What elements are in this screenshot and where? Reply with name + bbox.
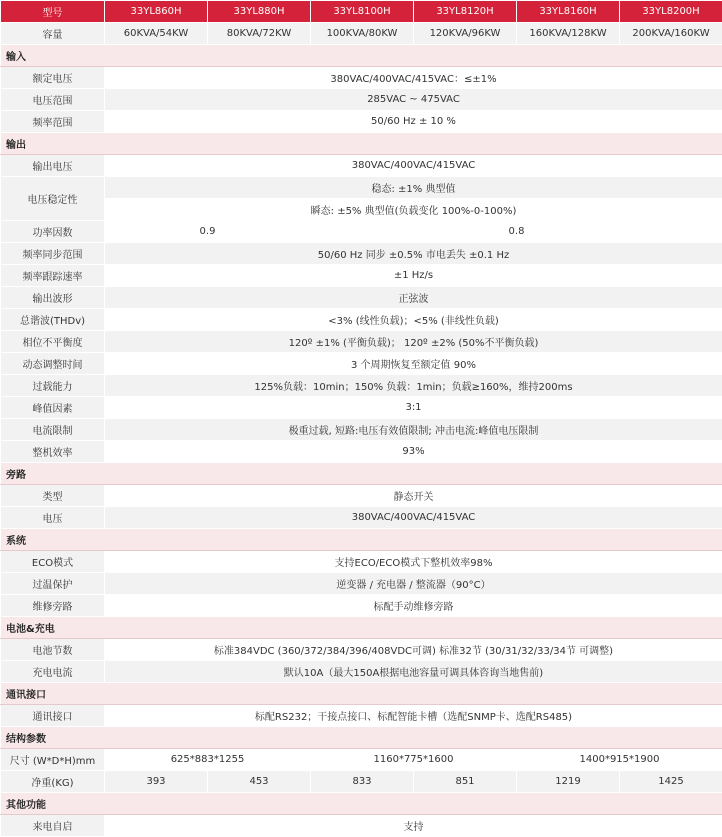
row-label: 输出波形: [1, 287, 105, 309]
model-name: 33YL8200H: [620, 1, 722, 23]
table-row: [1, 595, 722, 617]
section-title: 输入: [1, 45, 722, 67]
row-label: 电压稳定性: [1, 177, 105, 221]
row-value: 0.9: [105, 221, 311, 243]
row-value: 380VAC/400VAC/415VAC：≤±1%: [105, 67, 722, 89]
model-name: 33YL8160H: [517, 1, 620, 23]
model-name: 33YL860H: [105, 1, 208, 23]
section-title: 通讯接口: [1, 683, 722, 705]
table-row: [1, 705, 722, 727]
section-title: 结构参数: [1, 727, 722, 749]
table-row: [1, 749, 722, 771]
row-value: 833: [311, 771, 414, 793]
section-title: 其他功能: [1, 793, 722, 815]
row-value: 静态开关: [105, 485, 722, 507]
row-label: 维修旁路: [1, 595, 105, 617]
row-label: 过载能力: [1, 375, 105, 397]
row-label: 频率跟踪速率: [1, 265, 105, 287]
row-value: 正弦波: [105, 287, 722, 309]
row-value: 1219: [517, 771, 620, 793]
table-row: [1, 441, 722, 463]
row-value: 50/60 Hz ± 10 %: [105, 111, 722, 133]
row-label: 峰值因素: [1, 397, 105, 419]
row-value: 380VAC/400VAC/415VAC: [105, 507, 722, 529]
row-label: 尺寸 (W*D*H)mm: [1, 749, 105, 771]
row-label: 过温保护: [1, 573, 105, 595]
table-row: [1, 89, 722, 111]
table-row: [1, 67, 722, 89]
row-label: 整机效率: [1, 441, 105, 463]
row-label: 容量: [1, 23, 105, 45]
row-value: 93%: [105, 441, 722, 463]
table-row: [1, 661, 722, 683]
row-label: 相位不平衡度: [1, 331, 105, 353]
model-name: 33YL880H: [208, 1, 311, 23]
row-label: ECO模式: [1, 551, 105, 573]
row-value: 453: [208, 771, 311, 793]
row-value: 极重过载, 短路:电压有效值限制; 冲击电流:峰值电压限制: [105, 419, 722, 441]
section-title: 系统: [1, 529, 722, 551]
row-label: 充电电流: [1, 661, 105, 683]
table-row: [1, 375, 722, 397]
table-row: [1, 287, 722, 309]
capacity-value: 120KVA/96KW: [414, 23, 517, 45]
table-row: [1, 221, 722, 243]
row-label: 电压范围: [1, 89, 105, 111]
capacity-row: [1, 23, 722, 45]
table-row: [1, 265, 722, 287]
table-row: [1, 573, 722, 595]
row-value: 0.8: [311, 221, 722, 243]
table-row: [1, 155, 722, 177]
row-value: 125%负载：10min；150% 负载：1min；负载≥160%，维持200ms: [105, 375, 722, 397]
model-name: 33YL8120H: [414, 1, 517, 23]
section-title: 输出: [1, 133, 722, 155]
row-value: 3 个周期恢复至额定值 90%: [105, 353, 722, 375]
capacity-value: 80KVA/72KW: [208, 23, 311, 45]
row-value: ±1 Hz/s: [105, 265, 722, 287]
table-row: [1, 485, 722, 507]
row-value: 支持: [105, 815, 722, 837]
section-header-comm: [1, 683, 722, 705]
table-row: [1, 551, 722, 573]
table-row: [1, 639, 722, 661]
row-value: 逆变器 / 充电器 / 整流器（90°C）: [105, 573, 722, 595]
model-header-label: 型号: [1, 1, 105, 23]
row-value: 标配手动维修旁路: [105, 595, 722, 617]
row-value: 50/60 Hz 同步 ±0.5% 市电丢失 ±0.1 Hz: [105, 243, 722, 265]
capacity-value: 200KVA/160KW: [620, 23, 722, 45]
model-name: 33YL8100H: [311, 1, 414, 23]
table-row: [1, 111, 722, 133]
row-label: 类型: [1, 485, 105, 507]
table-row: [1, 309, 722, 331]
row-value: 标准384VDC (360/372/384/396/408VDC可调) 标准32节 (30/31/32/33/34节 可调整): [105, 639, 722, 661]
table-row: [1, 397, 722, 419]
section-header-input: [1, 45, 722, 67]
row-label: 通讯接口: [1, 705, 105, 727]
row-value: 瞬态: ±5% 典型值(负载变化 100%-0-100%): [105, 199, 722, 221]
row-label: 频率同步范围: [1, 243, 105, 265]
row-label: 电池节数: [1, 639, 105, 661]
capacity-value: 160KVA/128KW: [517, 23, 620, 45]
row-label: 电压: [1, 507, 105, 529]
row-label: 功率因数: [1, 221, 105, 243]
section-title: 旁路: [1, 463, 722, 485]
row-value: 默认10A（最大150A根据电池容量可调具体咨询当地售前): [105, 661, 722, 683]
row-label: 来电自启: [1, 815, 105, 837]
row-value: 625*883*1255: [105, 749, 311, 771]
row-label: 频率范围: [1, 111, 105, 133]
row-label: 总谐波(THDv): [1, 309, 105, 331]
row-value: 851: [414, 771, 517, 793]
section-title: 电池&充电: [1, 617, 722, 639]
table-row: [1, 331, 722, 353]
table-row: [1, 771, 722, 793]
row-value: 3:1: [105, 397, 722, 419]
row-label: 净重(KG): [1, 771, 105, 793]
row-label: 额定电压: [1, 67, 105, 89]
section-header-bypass: [1, 463, 722, 485]
row-label: 输出电压: [1, 155, 105, 177]
capacity-value: 100KVA/80KW: [311, 23, 414, 45]
row-value: 1400*915*1900: [517, 749, 722, 771]
table-row: [1, 353, 722, 375]
row-value: 380VAC/400VAC/415VAC: [105, 155, 722, 177]
table-row: [1, 199, 722, 221]
section-header-system: [1, 529, 722, 551]
row-value: 393: [105, 771, 208, 793]
row-value: 120º ±1% (平衡负载)； 120º ±2% (50%不平衡负载): [105, 331, 722, 353]
table-row: [1, 243, 722, 265]
row-value: 支持ECO/ECO模式下整机效率98%: [105, 551, 722, 573]
table-row: [1, 177, 722, 199]
section-header-output: [1, 133, 722, 155]
row-value: <3% (线性负载)；<5% (非线性负载): [105, 309, 722, 331]
section-header-other: [1, 793, 722, 815]
model-header-row: [1, 1, 722, 23]
table-row: [1, 507, 722, 529]
table-row: [1, 419, 722, 441]
row-value: 1160*775*1600: [311, 749, 517, 771]
row-value: 285VAC ~ 475VAC: [105, 89, 722, 111]
row-value: 标配RS232；干接点接口、标配智能卡槽（选配SNMP卡、选配RS485): [105, 705, 722, 727]
section-header-structure: [1, 727, 722, 749]
capacity-value: 60KVA/54KW: [105, 23, 208, 45]
row-label: 动态调整时间: [1, 353, 105, 375]
row-value: 稳态: ±1% 典型值: [105, 177, 722, 199]
row-value: 1425: [620, 771, 722, 793]
section-header-battery: [1, 617, 722, 639]
row-label: 电流限制: [1, 419, 105, 441]
table-row: [1, 815, 722, 837]
